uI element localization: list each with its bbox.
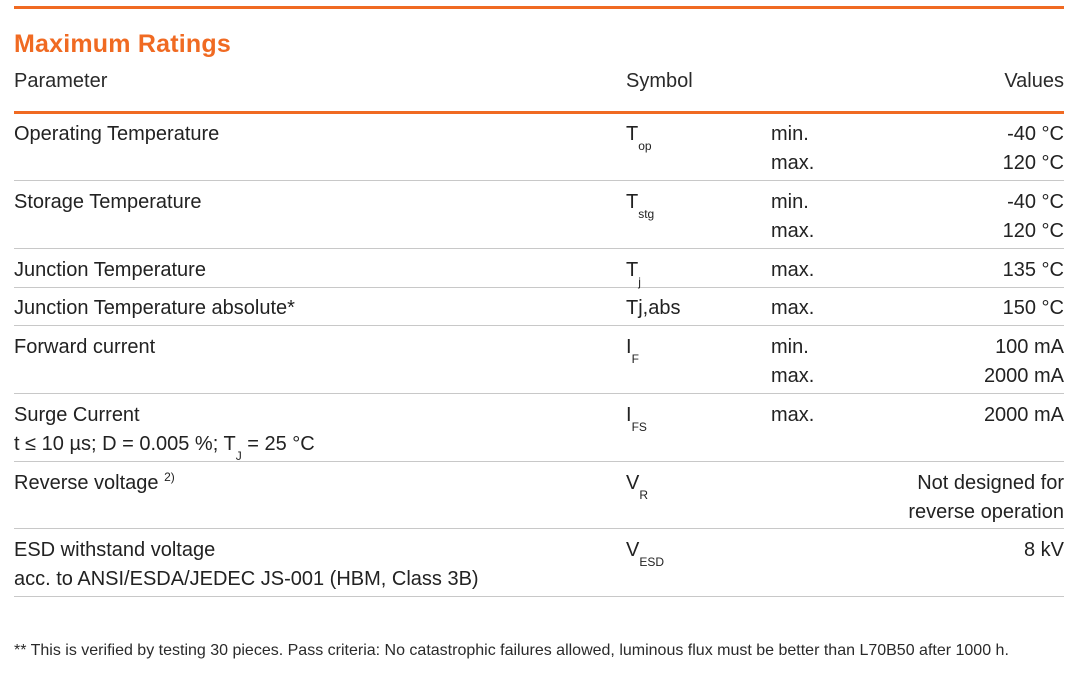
value-cell — [804, 294, 1064, 323]
value-cell — [804, 188, 1064, 246]
symbol-cell — [626, 469, 766, 502]
value-max: 2000 mA — [983, 404, 1064, 426]
qualifier-min: min. — [771, 123, 809, 145]
header-parameter: Parameter — [14, 70, 108, 92]
table-row — [14, 182, 1064, 249]
symbol-text: T — [626, 123, 639, 145]
symbol-cell — [626, 294, 766, 323]
symbol-text: I — [626, 404, 632, 426]
value-max: 8 kV — [1023, 539, 1064, 561]
qualifier-max: max. — [771, 297, 815, 319]
top-accent-rule — [14, 6, 1064, 9]
qualifier-min: min. — [771, 336, 809, 358]
table-row — [14, 250, 1064, 288]
parameter-label: Storage Temperature — [14, 191, 202, 213]
table-row — [14, 463, 1064, 529]
qualifier-max: max. — [771, 404, 815, 426]
header-values: Values — [1004, 70, 1064, 92]
value-max: 135 °C — [1002, 259, 1064, 281]
value-line-1: Not designed for — [917, 472, 1064, 494]
symbol-text: T — [626, 191, 639, 213]
symbol-cell — [626, 188, 766, 221]
parameter-cell — [14, 469, 614, 498]
parameter-cell — [14, 188, 614, 217]
parameter-cell — [14, 401, 614, 463]
symbol-text: I — [626, 336, 632, 358]
parameter-condition — [14, 430, 614, 463]
condition-subscript: J — [235, 449, 242, 463]
symbol-text: Tj,abs — [626, 297, 681, 319]
footnote-ref: 2) — [164, 470, 175, 484]
parameter-label: Forward current — [14, 336, 156, 358]
symbol-subscript: j — [638, 275, 641, 289]
symbol-cell — [626, 120, 766, 153]
table-row — [14, 395, 1064, 462]
value-cell — [804, 401, 1064, 430]
parameter-cell — [14, 536, 614, 594]
table-row — [14, 114, 1064, 181]
table-row — [14, 288, 1064, 326]
symbol-cell — [626, 256, 766, 289]
header-symbol: Symbol — [626, 70, 693, 92]
value-cell — [804, 469, 1064, 527]
parameter-condition: acc. to ANSI/ESDA/JEDEC JS-001 (HBM, Class 3B) — [14, 568, 479, 590]
value-min: 100 mA — [995, 336, 1064, 358]
value-line-2: reverse operation — [908, 501, 1064, 523]
symbol-text: T — [626, 259, 639, 281]
table-row — [14, 530, 1064, 597]
symbol-cell — [626, 401, 766, 434]
symbol-cell — [626, 333, 766, 366]
symbol-text: V — [626, 472, 640, 494]
value-min: -40 °C — [1007, 191, 1064, 213]
parameter-text: Reverse voltage — [14, 472, 165, 494]
symbol-subscript: FS — [631, 420, 647, 434]
value-cell — [804, 256, 1064, 285]
symbol-text: V — [626, 539, 640, 561]
parameter-label — [14, 469, 614, 498]
table-row — [14, 327, 1064, 394]
symbol-subscript: ESD — [639, 555, 665, 569]
parameter-label: ESD withstand voltage — [14, 539, 216, 561]
condition-text: t ≤ 10 µs; D = 0.005 %; T — [14, 433, 236, 455]
value-cell — [804, 536, 1064, 565]
qualifier-min: min. — [771, 191, 809, 213]
symbol-subscript: F — [631, 352, 639, 366]
symbol-subscript: stg — [638, 207, 655, 221]
parameter-label: Surge Current — [14, 404, 140, 426]
parameter-cell — [14, 256, 614, 285]
parameter-cell — [14, 120, 614, 149]
parameter-label: Junction Temperature — [14, 259, 206, 281]
value-cell — [804, 333, 1064, 391]
symbol-subscript: op — [638, 139, 652, 153]
value-max: 2000 mA — [983, 365, 1064, 387]
footnote: ** This is verified by testing 30 pieces. Pass criteria: No catastrophic failures allowed, luminous flux must be better than L70B50 after 1000 h. — [14, 642, 1009, 659]
symbol-cell — [626, 536, 766, 569]
symbol-subscript: R — [639, 488, 649, 502]
condition-text-end: = 25 °C — [241, 433, 315, 455]
parameter-cell — [14, 333, 614, 362]
qualifier-max: max. — [771, 259, 815, 281]
value-max: 120 °C — [1002, 152, 1064, 174]
value-max: 150 °C — [1002, 297, 1064, 319]
value-cell — [804, 120, 1064, 178]
parameter-label: Junction Temperature absolute* — [14, 297, 295, 319]
qualifier-max: max. — [771, 152, 815, 174]
qualifier-max: max. — [771, 365, 815, 387]
value-max: 120 °C — [1002, 220, 1064, 242]
parameter-cell — [14, 294, 614, 323]
value-min: -40 °C — [1007, 123, 1064, 145]
qualifier-max: max. — [771, 220, 815, 242]
parameter-label: Operating Temperature — [14, 123, 220, 145]
section-title: Maximum Ratings — [14, 30, 231, 58]
